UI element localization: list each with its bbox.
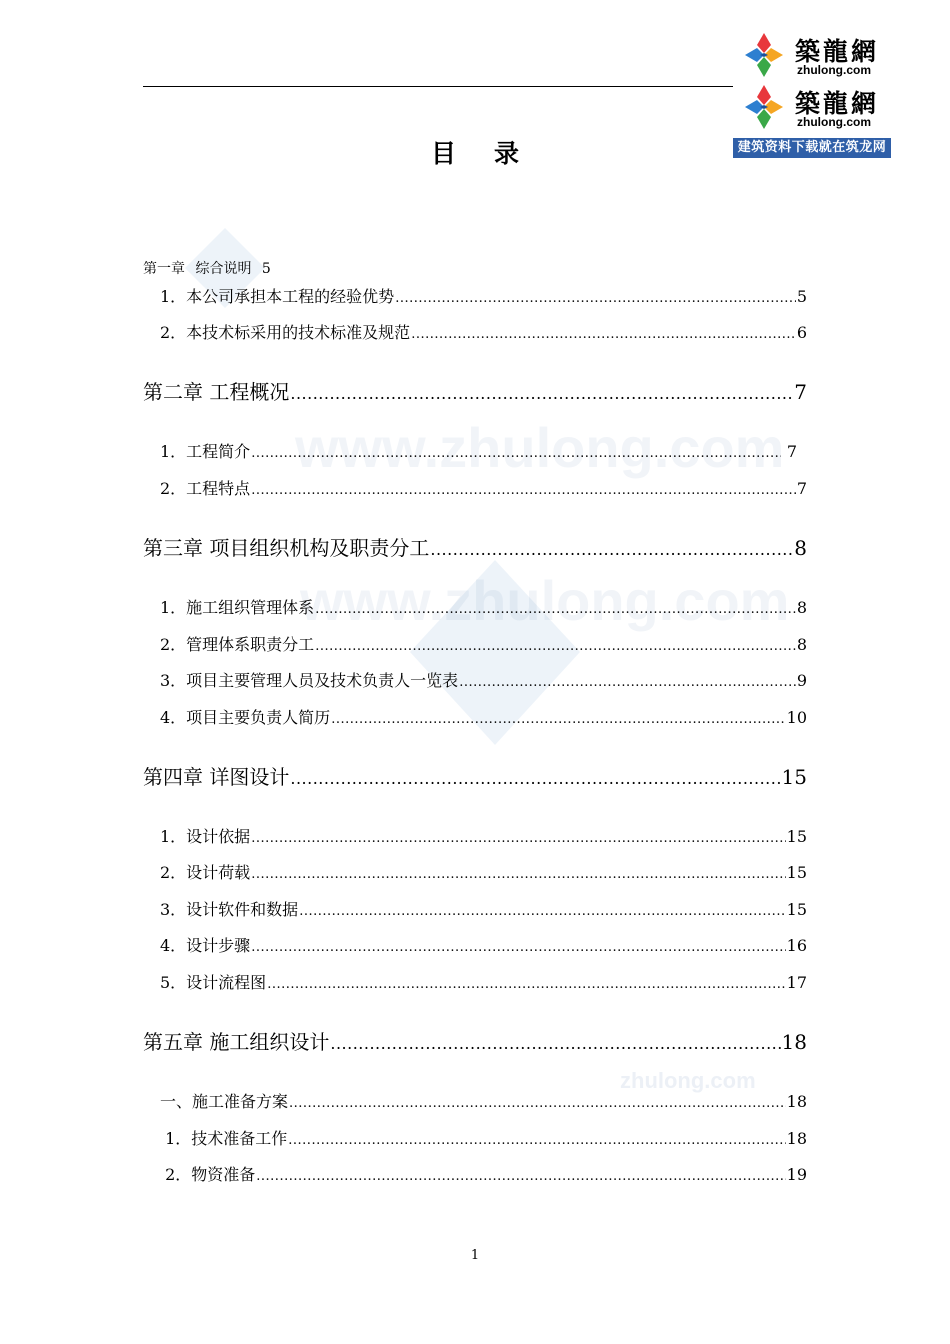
toc-leader-dots [459, 675, 796, 690]
toc-item-text: 1．施工组织管理体系 [160, 598, 315, 617]
toc-item[interactable] [143, 476, 807, 499]
toc-item-text: 4．项目主要负责人简历 [160, 708, 331, 727]
pinwheel-logo-icon [735, 83, 793, 131]
watermark-text: www.zhulong.com [300, 569, 790, 632]
toc-leader-dots [256, 1169, 785, 1184]
toc-page-number: 18 [786, 1092, 807, 1111]
toc-item-text: 5．设计流程图 [160, 973, 267, 992]
pinwheel-logo-icon [735, 31, 793, 79]
toc-page-number: 9 [796, 671, 807, 690]
header-rule [143, 86, 735, 87]
logo-brand-chinese: 築龍網 [795, 89, 880, 118]
toc-item-text: 1．工程简介 [160, 442, 251, 461]
toc-page-number: 15 [786, 863, 807, 882]
zhulong-logo [733, 82, 891, 132]
toc-item[interactable] [143, 824, 807, 847]
toc-leader-dots [315, 602, 796, 617]
toc-leader-dots [315, 639, 796, 654]
toc-chapter-3[interactable] [143, 532, 807, 561]
logo-brand-english: zhulong.com [797, 63, 871, 77]
toc-page-number: 7 [794, 380, 807, 404]
toc-chapter-title: 综合说明 [195, 261, 252, 277]
watermark-text: www.zhulong.com [295, 416, 785, 479]
toc-leader-dots [331, 712, 785, 727]
toc-item-text: 2．物资准备 [160, 1165, 256, 1184]
page-number: 1 [470, 1248, 480, 1263]
toc-chapter-label: 第一章 [143, 261, 185, 277]
toc-chapter-text: 第五章 施工组织设计 [143, 1030, 330, 1054]
toc-page-number: 15 [786, 900, 807, 919]
toc-page-number: 19 [786, 1165, 807, 1184]
toc-leader-dots [411, 327, 796, 342]
toc-leader-dots [251, 483, 796, 498]
document-title: 目录 [430, 139, 557, 168]
toc-page-number: 15 [786, 827, 807, 846]
toc-chapter-text: 第三章 项目组织机构及职责分工 [143, 536, 430, 560]
toc-chapter-text: 第二章 工程概况 [143, 380, 290, 404]
toc-item-text: 2．工程特点 [160, 479, 251, 498]
toc-item[interactable] [143, 284, 807, 307]
toc-leader-dots [290, 384, 793, 403]
toc-chapter-2[interactable] [143, 376, 807, 405]
toc-item[interactable] [143, 933, 807, 956]
toc-item[interactable] [143, 860, 807, 883]
toc-item[interactable] [143, 632, 807, 655]
toc-item[interactable] [143, 970, 807, 993]
toc-item-text: 1．本公司承担本工程的经验优势 [160, 287, 395, 306]
toc-item[interactable] [143, 320, 807, 343]
toc-item-text: 3．设计软件和数据 [160, 900, 299, 919]
toc-page-number: 8 [794, 536, 807, 560]
toc-leader-dots [430, 540, 793, 559]
toc-leader-dots [299, 904, 785, 919]
toc-leader-dots [267, 977, 785, 992]
toc-leader-dots [395, 291, 796, 306]
toc-item-text: 2．设计荷载 [160, 863, 251, 882]
toc-leader-dots [288, 1133, 785, 1148]
toc-page-number: 6 [796, 323, 807, 342]
zhulong-logo [733, 30, 891, 80]
toc-page-number: 10 [786, 708, 807, 727]
toc-item-text: 1．技术准备工作 [160, 1129, 288, 1148]
toc-page-number: 5 [261, 261, 271, 277]
toc-item-text: 2．本技术标采用的技术标准及规范 [160, 323, 411, 342]
toc-page-number: 8 [796, 635, 807, 654]
toc-leader-dots [251, 446, 781, 461]
watermark-text: zhulong.com [620, 1068, 756, 1093]
toc-chapter-5[interactable] [143, 1026, 807, 1055]
toc-page-number: 7 [796, 479, 807, 498]
toc-page-number: 16 [786, 936, 807, 955]
toc-item-text: 3．项目主要管理人员及技术负责人一览表 [160, 671, 459, 690]
toc-page-number: 8 [796, 598, 807, 617]
toc-item[interactable] [143, 668, 807, 691]
logo-brand-english: zhulong.com [797, 115, 871, 129]
toc-page-number: 17 [786, 973, 807, 992]
toc-item-text: 1．设计依据 [160, 827, 251, 846]
toc-chapter-1[interactable] [143, 258, 271, 278]
logo-banner: 建筑资料下载就在筑龙网 [733, 138, 891, 158]
toc-leader-dots [251, 831, 785, 846]
toc-item[interactable] [143, 1126, 807, 1149]
toc-page-number: 7 [786, 442, 797, 461]
toc-leader-dots [290, 769, 780, 788]
toc-item[interactable] [143, 1089, 807, 1112]
toc-item-text: 4．设计步骤 [160, 936, 251, 955]
toc-item[interactable] [143, 595, 807, 618]
toc-item[interactable] [143, 897, 807, 920]
toc-page-number: 5 [796, 287, 807, 306]
logo-brand-chinese: 築龍網 [795, 37, 880, 66]
toc-leader-dots [289, 1096, 786, 1111]
toc-page-number: 18 [786, 1129, 807, 1148]
toc-leader-dots [251, 867, 785, 882]
toc-chapter-4[interactable] [143, 761, 807, 790]
toc-page-number: 15 [781, 765, 807, 789]
toc-leader-dots [330, 1034, 780, 1053]
toc-page-number: 18 [781, 1030, 807, 1054]
toc-item[interactable] [143, 705, 807, 728]
toc-item-text: 一、施工准备方案 [160, 1092, 289, 1111]
toc-chapter-text: 第四章 详图设计 [143, 765, 290, 789]
toc-leader-dots [251, 940, 785, 955]
toc-item[interactable] [143, 439, 807, 462]
toc-item[interactable] [143, 1162, 807, 1185]
toc-item-text: 2．管理体系职责分工 [160, 635, 315, 654]
